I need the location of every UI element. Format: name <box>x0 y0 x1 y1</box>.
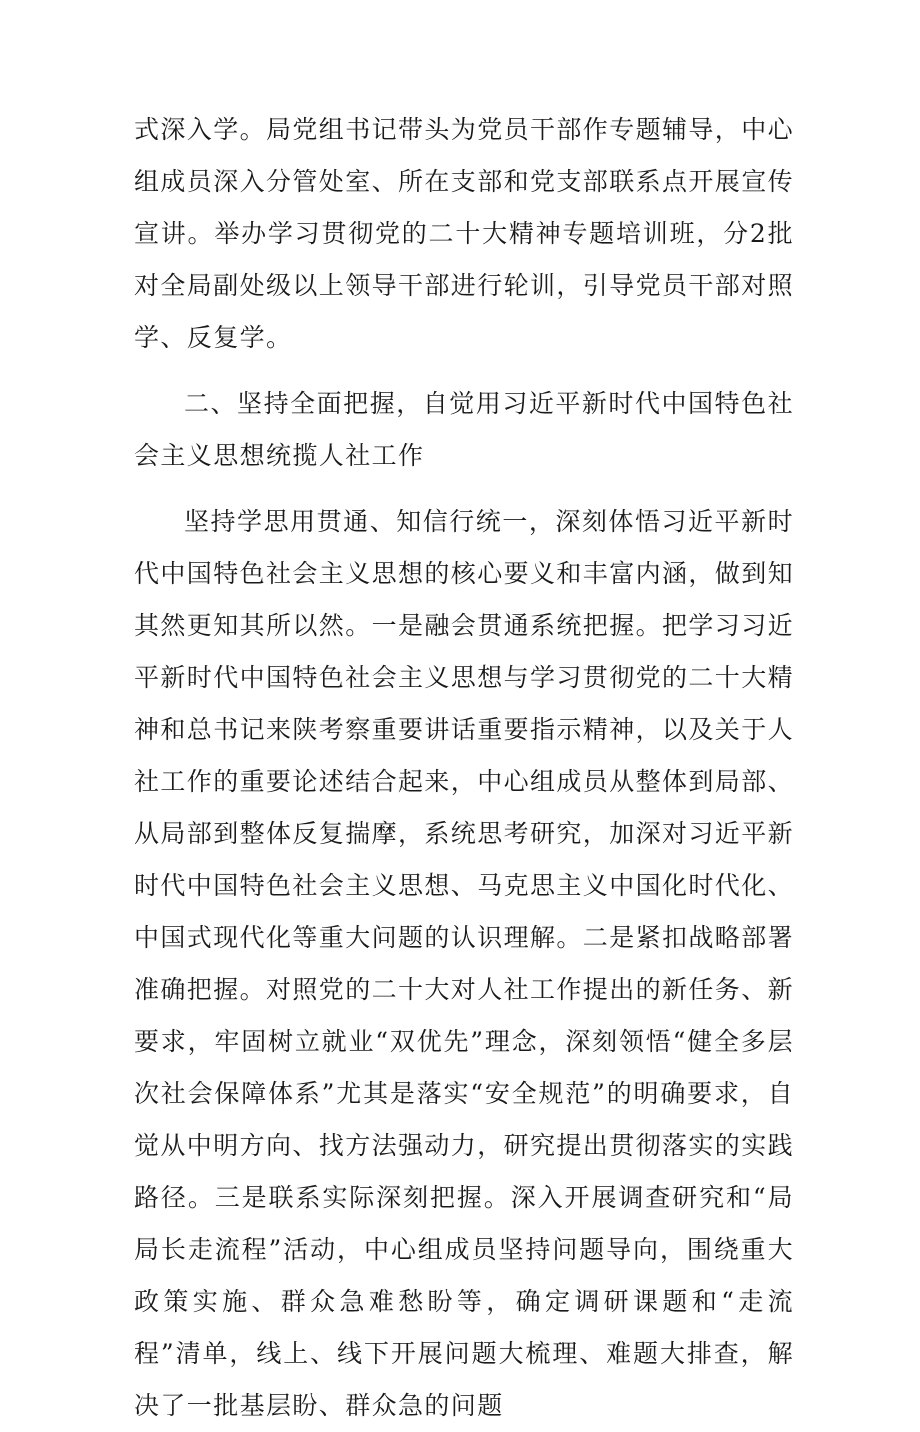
paragraph-body: 坚持学思用贯通、知信行统一，深刻体悟习近平新时代中国特色社会主义思想的核心要义和丰富内涵，做到知其然更知其所以然。一是融会贯通系统把握。把学习习近平新时代中国特色社会主义思想与学习贯彻党的二十大精神和总书记来陕考察重要讲话重要指示精神，以及关于人社工作的重要论述结合起来，中心组成员从整体到局部、从局部到整体反复揣摩，系统思考研究，加深对习近平新时代中国特色社会主义思想、马克思主义中国化时代化、中国式现代化等重大问题的认识理解。二是紧扣战略部署准确把握。对照党的二十大对人社工作提出的新任务、新要求，牢固树立就业“双优先”理念，深刻领悟“健全多层次社会保障体系”尤其是落实“安全规范”的明确要求，自觉从中明方向、找方法强动力，研究提出贯彻落实的实践路径。三是联系实际深刻把握。深入开展调查研究和“局局长走流程”活动，中心组成员坚持问题导向，围绕重大政策实施、群众急难愁盼等，确定调研课题和“走流程”清单，线上、线下开展问题大梳理、难题大排查，解决了一批基层盼、群众急的问题 <box>134 507 795 1420</box>
document-body <box>134 104 794 1432</box>
paragraph-continuation: 式深入学。局党组书记带头为党员干部作专题辅导，中心组成员深入分管处室、所在支部和党支部联系点开展宣传宣讲。举办学习贯彻党的二十大精神专题培训班，分2批对全局副处级以上领导干部进行轮训，引导党员干部对照学、反复学。 <box>134 115 795 352</box>
section-heading: 二、坚持全面把握，自觉用习近平新时代中国特色社会主义思想统揽人社工作 <box>134 389 794 470</box>
